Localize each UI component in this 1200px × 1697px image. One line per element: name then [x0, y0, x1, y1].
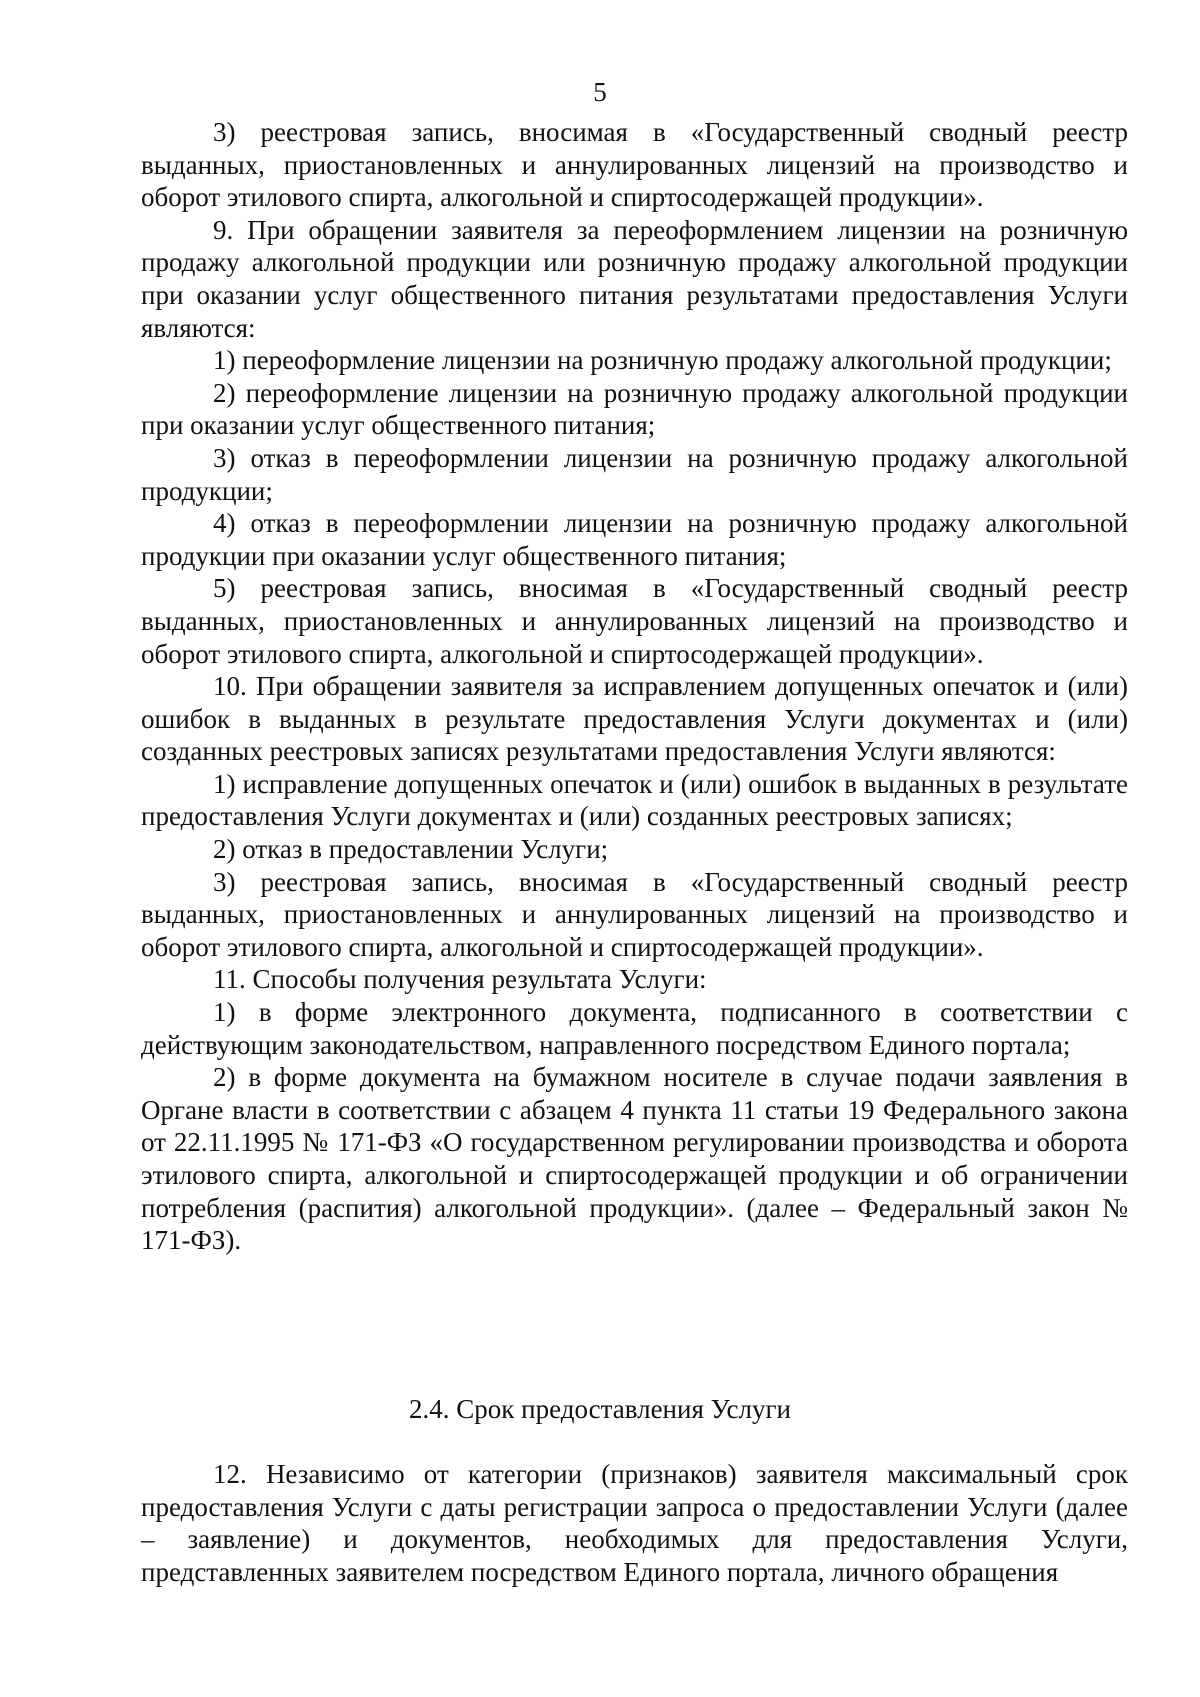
paragraph: 3) реестровая запись, вносимая в «Государственный сводный реестр выданных, приостановленных и аннулированных лицензий на производство и оборот этилового спирта, алкогольной и спиртосодержащей продукции». — [141, 117, 1128, 213]
body-text-continued — [141, 1458, 1128, 1588]
paragraph: 5) реестровая запись, вносимая в «Государственный сводный реестр выданных, приостановленных и аннулированных лицензий на производство и оборот этилового спирта, алкогольной и спиртосодержащей продукции». — [141, 573, 1128, 669]
paragraph: 3) реестровая запись, вносимая в «Государственный сводный реестр выданных, приостановленных и аннулированных лицензий на производство и оборот этилового спирта, алкогольной и спиртосодержащей продукции». — [141, 866, 1128, 962]
paragraph: 2) отказ в предоставлении Услуги; — [213, 834, 609, 865]
page-number: 5 — [593, 77, 607, 107]
paragraph: 3) отказ в переоформлении лицензии на розничную продажу алкогольной продукции; — [141, 442, 1128, 506]
section-heading: 2.4. Срок предоставления Услуги — [409, 1394, 791, 1424]
paragraph: 1) в форме электронного документа, подписанного в соответствии с действующим законодательством, направленного посредством Единого портала; — [141, 997, 1128, 1060]
paragraph: 9. При обращении заявителя за переоформлением лицензии на розничную продажу алкогольной продукции или розничную продажу алкогольной продукции при оказании услуг общественного питания результатами предоставления Услуги являются: — [141, 214, 1128, 343]
paragraph: 2) переоформление лицензии на розничную продажу алкогольной продукции при оказании услуг общественного питания; — [141, 377, 1128, 441]
paragraph: 4) отказ в переоформлении лицензии на розничную продажу алкогольной продукции при оказании услуг общественного питания; — [141, 508, 1128, 571]
paragraph: 2) в форме документа на бумажном носителе в случае подачи заявления в Органе власти в соответствии с абзацем 4 пункта 11 статьи 19 Федерального закона от 22.11.1995 № 171-ФЗ «О государственном регулировании производства и оборота этилового спирта, алкогольной и спиртосодержащей продукции и об ограничении потребления (распития) алкогольной продукции». (далее – Федеральный закон № 171-ФЗ). — [141, 1062, 1128, 1256]
paragraph: 12. Независимо от категории (признаков) заявителя максимальный срок предоставления Услуги с даты регистрации запроса о предоставлении Услуги (далее – заявление) и документов, необходимых для предоставления Услуги, представленных заявителем посредством Единого портала, личного обращения — [141, 1459, 1128, 1587]
paragraph: 1) переоформление лицензии на розничную продажу алкогольной продукции; — [213, 345, 1112, 376]
body-text — [141, 116, 1128, 1257]
paragraph: 11. Способы получения результата Услуги: — [213, 964, 707, 995]
paragraph: 1) исправление допущенных опечаток и (или) ошибок в выданных в результате предоставления Услуги документах и (или) созданных реестровых записях; — [141, 768, 1128, 832]
paragraph: 10. При обращении заявителя за исправлением допущенных опечаток и (или) ошибок в выданных в результате предоставления Услуги документах и (или) созданных реестровых записях результатами предоставления Услуги являются: — [141, 671, 1128, 767]
